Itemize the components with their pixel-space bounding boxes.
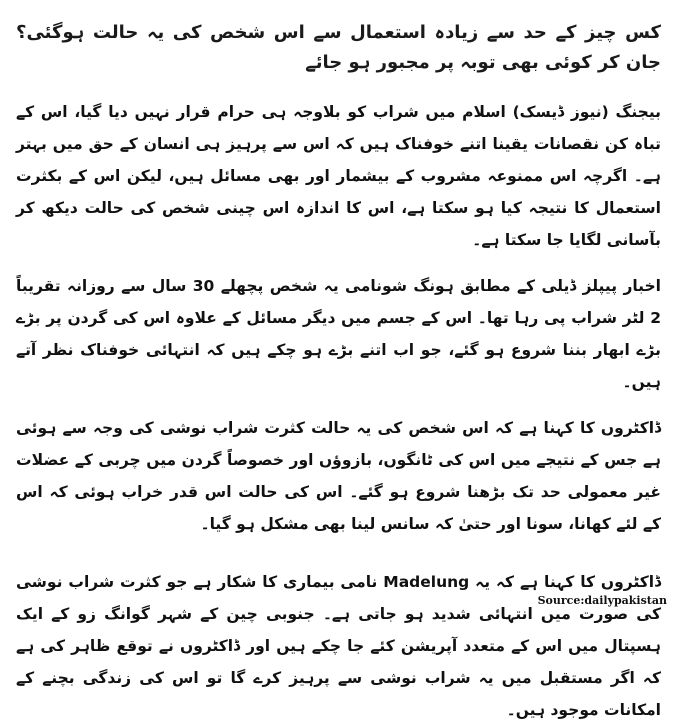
- article-paragraph-4: ڈاکٹروں کا کہنا ہے کہ یہ Madelung نامی بیماری کا شکار ہے جو کثرت شراب نوشی کی صورت میں انتہائی شدید ہو جاتی ہے۔ جنوبی چین کے شہر گوانگ زو کے ایک ہسپتال میں اس کے متعدد آپریشن کئے جا چکے ہیں اور ڈاکٹروں نے توقع ظاہر کی ہے کہ اگر مستقبل میں یہ شراب نوشی سے پرہیز کرے گا تو اس کی زندگی بچنے کے امکانات موجود ہیں۔: [16, 573, 661, 719]
- article-paragraph-1: بیجنگ (نیوز ڈیسک) اسلام میں شراب کو بلاوجہ ہی حرام قرار نہیں دیا گیا، اس کے تباہ کن نقصانات یقینا اتنے خوفناک ہیں کہ اس سے پرہیز ہی انسان کے حق میں بہتر ہے۔ اگرچہ اس ممنوعہ مشروب کے بیشمار اور بھی مسائل ہیں، لیکن اس کے بکثرت استعمال کا نتیجہ کیا ہو سکتا ہے، اس کا اندازہ اس چینی شخص کی حالت دیکھ کر بآسانی لگایا جا سکتا ہے۔: [16, 103, 661, 249]
- article-paragraph-3: ڈاکٹروں کا کہنا ہے کہ اس شخص کی یہ حالت کثرت شراب نوشی کی وجہ سے ہوئی ہے جس کے نتیجے میں اس کی ٹانگوں، بازوؤں اور خصوصاً گردن میں چربی کے عضلات غیر معمولی حد تک بڑھنا شروع ہو گئے۔ اس کی حالت اس قدر خراب ہوئی کہ اس کے لئے کھانا، سونا اور حتیٰ کہ سانس لینا بھی مشکل ہو گیا۔: [16, 419, 661, 533]
- article-headline: کس چیز کے حد سے زیادہ استعمال سے اس شخص کی یہ حالت ہوگئی؟ جان کر کوئی بھی توبہ پر مجبور ہو جائے: [16, 22, 661, 73]
- article-paragraph-2: اخبار پیپلز ڈیلی کے مطابق ہونگ شونامی یہ شخص پچھلے 30 سال سے روزانہ تقریباً 2 لٹر شراب پی رہا تھا۔ اس کے جسم میں دیگر مسائل کے علاوہ اس کی گردن پر بڑے بڑے ابھار بننا شروع ہو گئے، جو اب اتنے بڑے ہو چکے ہیں کہ انتہائی خوفناک نظر آتے ہیں۔: [16, 277, 661, 391]
- source-credit: Source:dailypakistan: [537, 594, 667, 607]
